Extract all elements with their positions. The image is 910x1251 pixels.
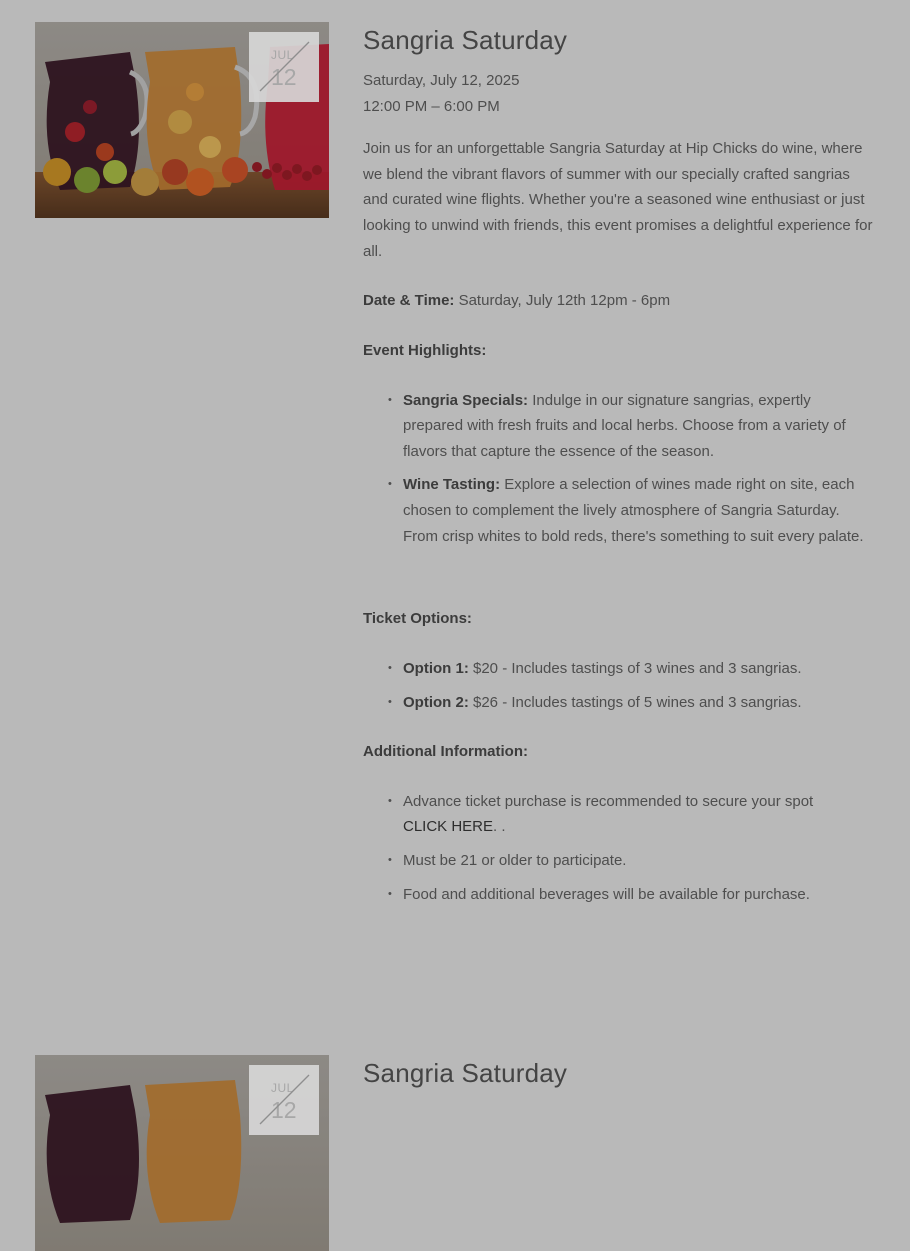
highlight-text: Explore a selection of wines made right on site, each chosen to complement the lively atmosphere of Sangria Saturday. From crisp whites to bold reds, there's something to suit every palate. <box>403 476 864 545</box>
info-list <box>363 789 873 908</box>
tickets-heading <box>363 606 873 632</box>
event-datetime-meta <box>363 68 873 120</box>
highlights-heading <box>363 338 873 364</box>
ticket-label: Option 1: <box>403 660 469 678</box>
advance-text: Advance ticket purchase is recommended to secure your spot <box>403 792 814 810</box>
ticket-label: Option 2: <box>403 693 469 711</box>
event-title[interactable]: Sangria Saturday <box>363 1058 568 1088</box>
list-item <box>363 472 873 549</box>
date-time-value: Saturday, July 12th 12pm - 6pm <box>454 291 671 309</box>
list-item <box>363 656 873 682</box>
event-details <box>363 1055 873 1091</box>
tickets-list <box>363 656 873 715</box>
event-date: Saturday, July 12, 2025 <box>363 72 520 89</box>
event-date-badge <box>249 1065 319 1135</box>
ticket-text: $26 - Includes tastings of 5 wines and 3 sangrias. <box>468 693 802 711</box>
list-item <box>363 848 873 874</box>
bullet-dot-icon: • <box>388 695 392 708</box>
badge-day: 12 <box>271 1097 297 1123</box>
highlights-heading-text: Event Highlights: <box>363 341 487 359</box>
highlight-label: Sangria Specials: <box>403 391 529 409</box>
date-time-label: Date & Time: <box>363 291 455 309</box>
highlights-list <box>363 388 873 550</box>
badge-month: JUL <box>271 1081 294 1095</box>
list-item <box>363 690 873 716</box>
bullet-dot-icon: • <box>388 887 392 900</box>
bullet-dot-icon: • <box>388 662 392 675</box>
click-here-link[interactable]: CLICK HERE <box>403 818 494 836</box>
event-description: Join us for an unforgettable Sangria Saturday at Hip Chicks do wine, where we blend the vibrant flavors of summer with our specially crafted sangrias and curated wine flights. Whether you're a seasoned wine enthusiast or just looking to unwind with friends, this event promises a delightful experience for all. <box>363 140 873 260</box>
age-requirement: Must be 21 or older to participate. <box>403 852 627 870</box>
bullet-dot-icon: • <box>388 478 392 491</box>
date-divider-icon <box>249 32 319 102</box>
badge-month: JUL <box>271 48 294 62</box>
highlight-label: Wine Tasting: <box>403 476 501 494</box>
link-suffix: . . <box>493 818 506 836</box>
list-item <box>363 388 873 465</box>
ticket-text: $20 - Includes tastings of 3 wines and 3 sangrias. <box>468 660 802 678</box>
list-item <box>363 789 873 840</box>
event-date-time-line <box>363 288 873 314</box>
bullet-dot-icon: • <box>388 393 392 406</box>
date-divider-icon <box>249 1065 319 1135</box>
badge-day: 12 <box>271 64 297 90</box>
info-heading-text: Additional Information: <box>363 742 528 760</box>
event-title[interactable]: Sangria Saturday <box>363 25 568 55</box>
event-time: 12:00 PM – 6:00 PM <box>363 98 500 115</box>
info-heading <box>363 739 873 765</box>
bullet-dot-icon: • <box>388 794 392 807</box>
tickets-heading-text: Ticket Options: <box>363 610 472 628</box>
food-note: Food and additional beverages will be available for purchase. <box>403 885 810 903</box>
bullet-dot-icon: • <box>388 854 392 867</box>
event-details <box>363 22 873 907</box>
list-item <box>363 882 873 908</box>
highlight-text: Indulge in our signature sangrias, expertly prepared with fresh fruits and local herbs. Choose from a variety of flavors that capture the essence of the season. <box>403 391 846 460</box>
event-date-badge <box>249 32 319 102</box>
